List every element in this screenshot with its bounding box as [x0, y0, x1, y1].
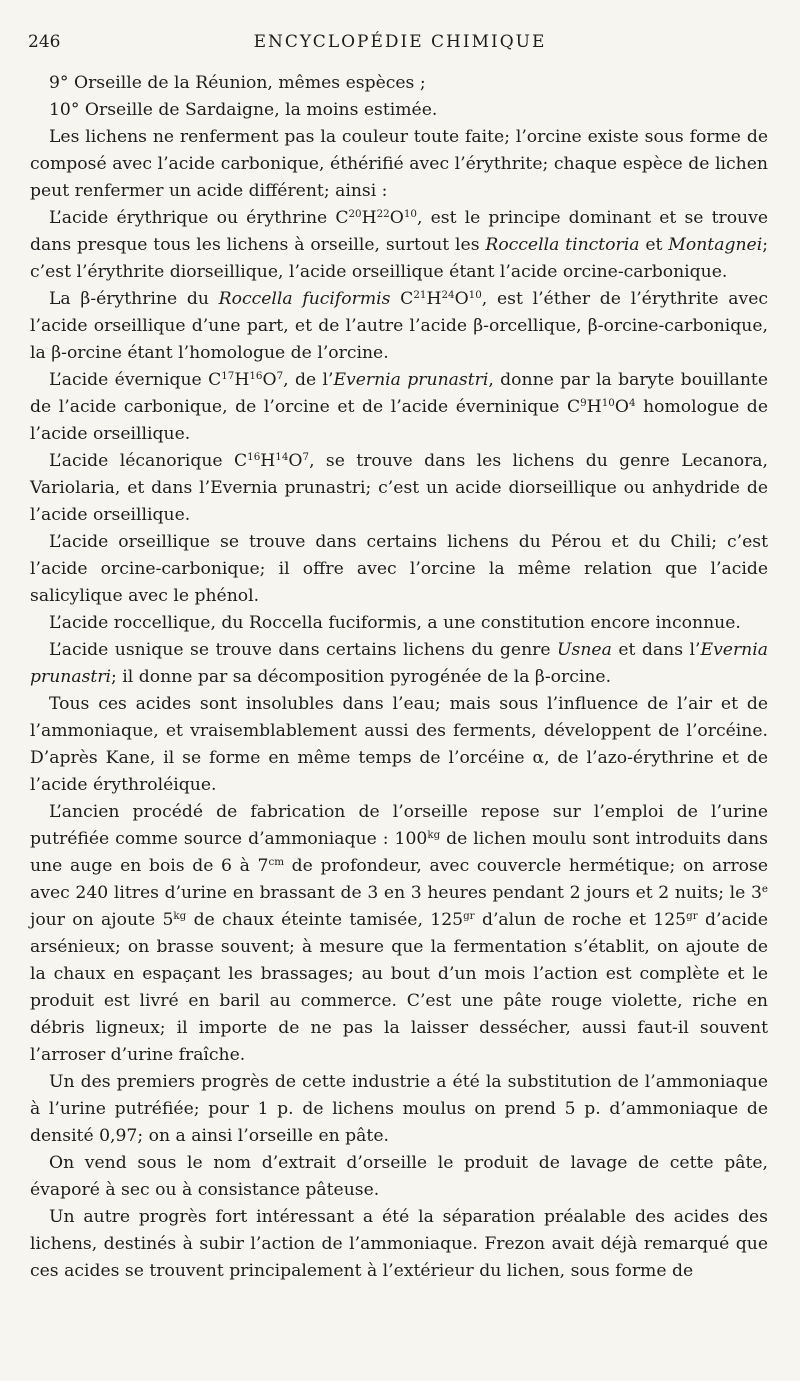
page-header: [28, 32, 772, 62]
paragraph: L’acide orseillique se trouve dans certains lichens du Pérou et du Chili; c’est l’acide orcine-carbonique; il offre avec l’orcine la même relation que l’acide salicylique avec le phénol.: [30, 532, 768, 606]
page-number: 246: [28, 32, 61, 52]
paragraph: 9° Orseille de la Réunion, mêmes espèces ;: [49, 73, 426, 93]
paragraph: L’acide lécanorique $C^{16}H^{14}O^7$, se trouve dans les lichens du genre Lecanora, Variolaria, et dans l’Evernia prunastri; c’est un acide diorseillique ou anhydride de l’acide orseillique.: [30, 450, 768, 525]
body-text: [30, 70, 768, 1285]
paragraph: Un autre progrès fort intéressant a été la séparation préalable des acides des lichens, destinés à subir l’action de l’ammoniaque. Frezon avait déjà remarqué que ces acides se trouvent principalement à l’extérieur du lichen, sous forme de: [30, 1207, 768, 1281]
paragraph: L’acide évernique $C^{17}H^{16}O^7$, de l’Evernia prunastri, donne par la baryte bouillante de l’acide carbonique, de l’orcine et de l’acide éverninique $C^9H^{10}O^4$ homologue de l’acide orseillique.: [30, 369, 768, 444]
paragraph: L’acide usnique se trouve dans certains lichens du genre Usnea et dans l’Evernia prunastri; il donne par sa décomposition pyrogénée de la β-orcine.: [30, 640, 768, 687]
paragraph: Un des premiers progrès de cette industrie a été la substitution de l’ammoniaque à l’urine putréfiée; pour 1 p. de lichens moulus on prend 5 p. d’ammoniaque de densité 0,97; on a ainsi l’orseille en pâte.: [30, 1072, 768, 1146]
paragraph: L’acide érythrique ou érythrine $C^{20}H^{22}O^{10}$, est le principe dominant et se trouve dans presque tous les lichens à orseille, surtout les Roccella tinctoria et Montagnei; c’est l’érythrite diorseillique, l’acide orseillique étant l’acide orcine-carbonique.: [30, 207, 768, 282]
paragraph: 10° Orseille de Sardaigne, la moins estimée.: [49, 100, 438, 120]
paragraph: L’acide roccellique, du Roccella fuciformis, a une constitution encore inconnue.: [49, 613, 741, 633]
paragraph: L’ancien procédé de fabrication de l’orseille repose sur l’emploi de l’urine putréfiée comme source d’ammoniaque : $100^{kg}$ de lichen moulu sont introduits dans une auge en bois de 6 à $7^{cm}$ de profondeur, avec couvercle hermétique; on arrose avec 240 litres d’urine en brassant de 3 en 3 heures pendant 2 jours et 2 nuits; le 3e jour on ajoute $5^{kg}$ de chaux éteinte tamisée, $125^{gr}$ d’alun de roche et $125^{gr}$ d’acide arsénieux; on brasse souvent; à mesure que la fermentation s’établit, on ajoute de la chaux en espaçant les brassages; au bout d’un mois l’action est complète et le produit est livré en baril au commerce. C’est une pâte rouge violette, riche en débris ligneux; il importe de ne pas la laisser dessécher, aussi faut-il souvent l’arroser d’urine fraîche.: [30, 802, 768, 1065]
paragraph: On vend sous le nom d’extrait d’orseille le produit de lavage de cette pâte, évaporé à sec ou à consistance pâteuse.: [30, 1153, 768, 1200]
paragraph: Les lichens ne renferment pas la couleur toute faite; l’orcine existe sous forme de composé avec l’acide carbonique, éthérifié avec l’érythrite; chaque espèce de lichen peut renfermer un acide différent; ainsi :: [30, 127, 768, 201]
paragraph: Tous ces acides sont insolubles dans l’eau; mais sous l’influence de l’air et de l’ammoniaque, et vraisemblablement aussi des ferments, développent de l’orcéine. D’après Kane, il se forme en même temps de l’orcéine α, de l’azo-érythrine et de l’acide érythroléique.: [30, 694, 768, 795]
running-title: ENCYCLOPÉDIE CHIMIQUE: [253, 32, 547, 52]
paragraph: La β-érythrine du Roccella fuciformis $C^{21}H^{24}O^{10}$, est l’éther de l’érythrite avec l’acide orseillique d’une part, et de l’autre l’acide β-orcellique, β-orcine-carbonique, la β-orcine étant l’homologue de l’orcine.: [30, 288, 768, 363]
